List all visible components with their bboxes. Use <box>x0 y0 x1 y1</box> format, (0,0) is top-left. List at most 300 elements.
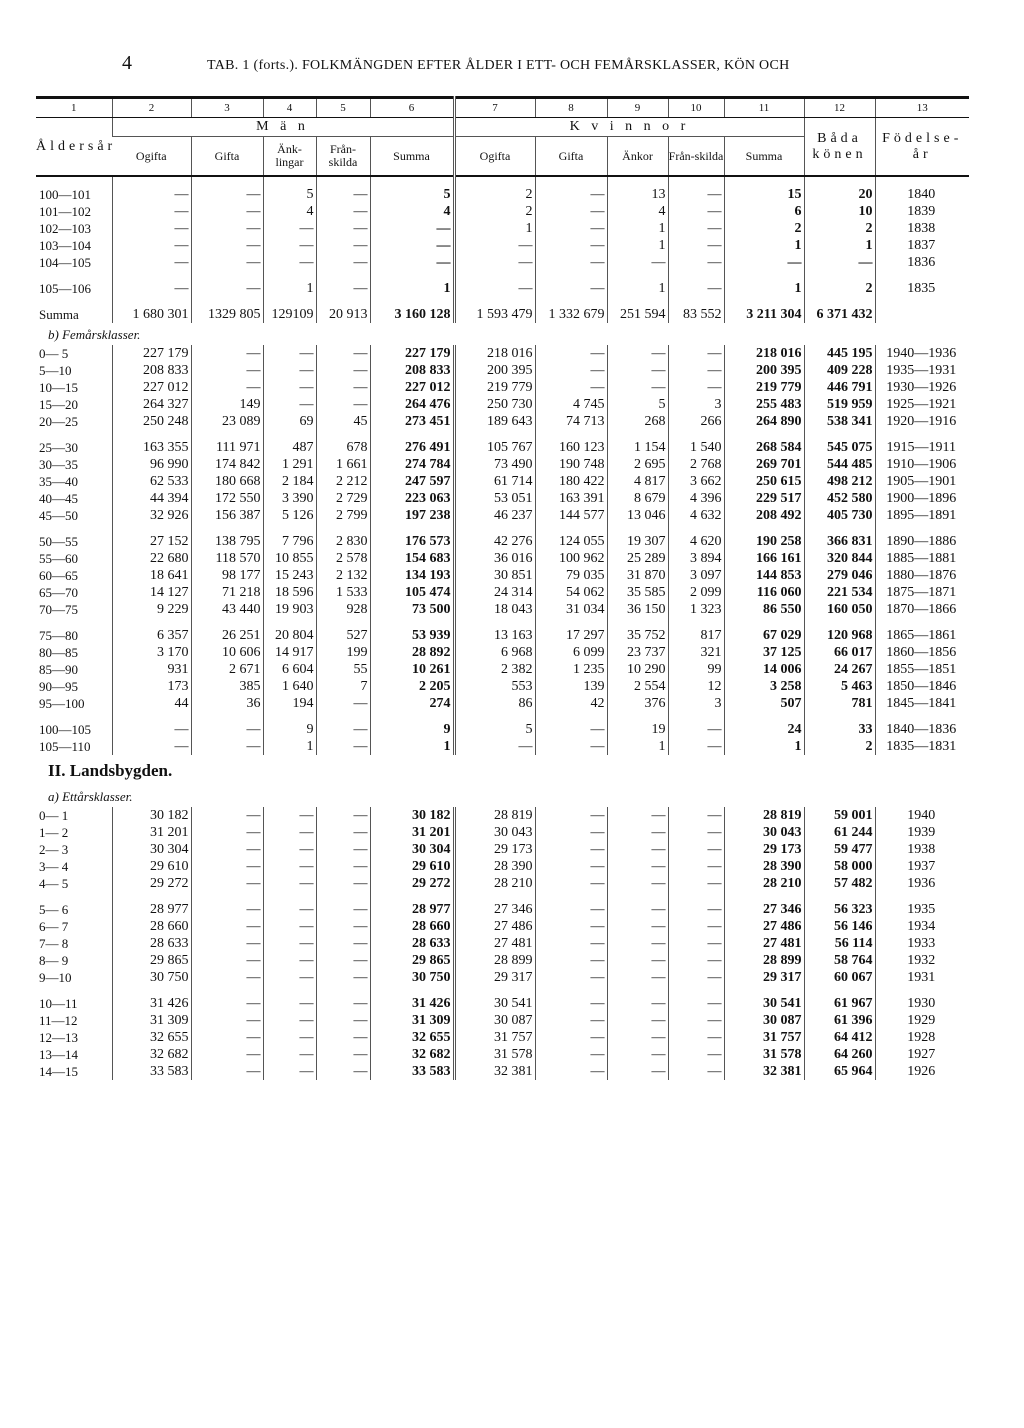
value-cell: 1 <box>607 237 668 254</box>
value-cell: 208 833 <box>112 362 191 379</box>
value-cell: 227 179 <box>370 345 454 362</box>
value-cell: 6 968 <box>454 644 535 661</box>
value-cell: — <box>316 345 370 362</box>
value-cell: 79 035 <box>535 567 607 584</box>
value-cell: — <box>724 254 804 271</box>
value-cell: 61 396 <box>804 1012 875 1029</box>
both-sexes-header: Båda könen <box>804 118 875 177</box>
value-cell: 160 050 <box>804 601 875 618</box>
value-cell: — <box>535 807 607 824</box>
birth-year-cell: 1900—1896 <box>875 490 969 507</box>
table-row <box>36 550 969 567</box>
value-cell: 7 <box>316 678 370 695</box>
value-cell: 2 <box>804 220 875 237</box>
value-cell: 1 <box>804 237 875 254</box>
value-cell: 129109 <box>263 306 316 323</box>
table-row <box>36 473 969 490</box>
value-cell: 58 764 <box>804 952 875 969</box>
table-row <box>36 396 969 413</box>
table-row <box>36 413 969 430</box>
population-table <box>36 96 969 1080</box>
table-row <box>36 695 969 712</box>
value-cell: 269 701 <box>724 456 804 473</box>
value-cell: 3 258 <box>724 678 804 695</box>
age-cell: 45—50 <box>39 508 78 523</box>
value-cell: — <box>191 1063 263 1080</box>
value-cell: 15 <box>724 186 804 203</box>
value-cell: 264 327 <box>112 396 191 413</box>
value-cell: 12 <box>668 678 724 695</box>
value-cell: 61 244 <box>804 824 875 841</box>
value-cell: 200 395 <box>454 362 535 379</box>
sum-header: Summa <box>724 137 804 177</box>
value-cell: — <box>535 186 607 203</box>
value-cell: 264 476 <box>370 396 454 413</box>
value-cell: 25 289 <box>607 550 668 567</box>
value-cell: — <box>263 875 316 892</box>
value-cell: 218 016 <box>454 345 535 362</box>
value-cell: 2 695 <box>607 456 668 473</box>
value-cell: — <box>191 237 263 254</box>
column-number: 13 <box>875 98 969 118</box>
birth-year-cell: 1940 <box>875 807 969 824</box>
value-cell: 2 768 <box>668 456 724 473</box>
value-cell: 28 210 <box>454 875 535 892</box>
value-cell: 405 730 <box>804 507 875 524</box>
value-cell: 31 034 <box>535 601 607 618</box>
value-cell: 74 713 <box>535 413 607 430</box>
value-cell: 86 <box>454 695 535 712</box>
value-cell: 6 <box>724 203 804 220</box>
value-cell: 35 585 <box>607 584 668 601</box>
value-cell: 44 394 <box>112 490 191 507</box>
value-cell: — <box>607 824 668 841</box>
section-label-landsbygden: II. Landsbygden. <box>48 760 173 780</box>
value-cell: 276 491 <box>370 439 454 456</box>
value-cell: — <box>316 858 370 875</box>
value-cell: 268 <box>607 413 668 430</box>
value-cell: — <box>112 280 191 297</box>
value-cell: — <box>263 1029 316 1046</box>
value-cell: 120 968 <box>804 627 875 644</box>
value-cell: 144 853 <box>724 567 804 584</box>
value-cell: 28 660 <box>370 918 454 935</box>
age-cell: 55—60 <box>39 551 78 566</box>
value-cell: — <box>191 875 263 892</box>
value-cell: 31 309 <box>112 1012 191 1029</box>
birth-year-cell: 1835 <box>875 280 969 297</box>
value-cell: 1 <box>724 280 804 297</box>
value-cell: — <box>607 952 668 969</box>
value-cell: 274 <box>370 695 454 712</box>
value-cell: 134 193 <box>370 567 454 584</box>
value-cell: 218 016 <box>724 345 804 362</box>
column-number: 10 <box>668 98 724 118</box>
value-cell: 1 <box>607 738 668 755</box>
age-cell: 13—14 <box>39 1047 78 1062</box>
value-cell: — <box>263 841 316 858</box>
value-cell: 250 615 <box>724 473 804 490</box>
value-cell: — <box>112 186 191 203</box>
value-cell: — <box>668 858 724 875</box>
age-cell: 4— 5 <box>39 876 69 891</box>
value-cell: 2 830 <box>316 533 370 550</box>
value-cell: 2 <box>454 203 535 220</box>
value-cell: — <box>370 254 454 271</box>
page-title: TAB. 1 (forts.). FOLKMÄNGDEN EFTER ÅLDER I ETT- OCH FEMÅRSKLASSER, KÖN OCH <box>207 58 790 73</box>
value-cell: — <box>316 721 370 738</box>
table-row <box>36 507 969 524</box>
value-cell: 199 <box>316 644 370 661</box>
column-number: 2 <box>112 98 191 118</box>
value-cell: — <box>668 1012 724 1029</box>
value-cell: 190 258 <box>724 533 804 550</box>
value-cell: 176 573 <box>370 533 454 550</box>
value-cell: — <box>535 952 607 969</box>
value-cell: 30 087 <box>724 1012 804 1029</box>
table-row <box>36 918 969 935</box>
age-cell: 9—10 <box>39 970 72 985</box>
value-cell: 1 <box>263 280 316 297</box>
value-cell: — <box>607 918 668 935</box>
birth-year-cell <box>875 306 969 323</box>
age-cell: 0— 5 <box>39 346 69 361</box>
value-cell: — <box>668 186 724 203</box>
value-cell: 27 481 <box>454 935 535 952</box>
value-cell: 69 <box>263 413 316 430</box>
value-cell: 2 729 <box>316 490 370 507</box>
value-cell: — <box>607 875 668 892</box>
value-cell: 4 817 <box>607 473 668 490</box>
table-row <box>36 901 969 918</box>
value-cell: 30 043 <box>724 824 804 841</box>
value-cell: 118 570 <box>191 550 263 567</box>
age-cell: 105—110 <box>39 739 91 754</box>
value-cell: 29 173 <box>724 841 804 858</box>
age-cell: 102—103 <box>39 221 91 236</box>
value-cell: 30 851 <box>454 567 535 584</box>
group-header-women: K v i n n o r <box>454 118 804 137</box>
value-cell: — <box>535 280 607 297</box>
value-cell: 27 346 <box>724 901 804 918</box>
value-cell: — <box>316 1012 370 1029</box>
value-cell: 255 483 <box>724 396 804 413</box>
value-cell: 409 228 <box>804 362 875 379</box>
value-cell: 1 661 <box>316 456 370 473</box>
value-cell: 33 583 <box>112 1063 191 1080</box>
value-cell: 32 381 <box>454 1063 535 1080</box>
column-number: 9 <box>607 98 668 118</box>
birth-year-cell: 1935—1931 <box>875 362 969 379</box>
value-cell: 2 578 <box>316 550 370 567</box>
birth-year-cell: 1845—1841 <box>875 695 969 712</box>
value-cell: 30 087 <box>454 1012 535 1029</box>
value-cell: 519 959 <box>804 396 875 413</box>
value-cell: — <box>263 995 316 1012</box>
value-cell: 2 382 <box>454 661 535 678</box>
value-cell: 18 043 <box>454 601 535 618</box>
age-cell: 12—13 <box>39 1030 78 1045</box>
value-cell: 64 260 <box>804 1046 875 1063</box>
table-row <box>36 456 969 473</box>
value-cell: — <box>535 203 607 220</box>
value-cell: — <box>607 1046 668 1063</box>
value-cell: — <box>607 345 668 362</box>
value-cell: — <box>535 1046 607 1063</box>
age-cell: 104—105 <box>39 255 91 270</box>
value-cell: 452 580 <box>804 490 875 507</box>
value-cell: 15 243 <box>263 567 316 584</box>
birth-year-cell: 1938 <box>875 841 969 858</box>
value-cell: — <box>263 362 316 379</box>
value-cell: 10 606 <box>191 644 263 661</box>
married-header: Gifta <box>191 137 263 177</box>
value-cell: 6 357 <box>112 627 191 644</box>
value-cell: 24 267 <box>804 661 875 678</box>
value-cell: 10 855 <box>263 550 316 567</box>
age-cell: 11—12 <box>39 1013 78 1028</box>
value-cell: — <box>316 807 370 824</box>
value-cell: — <box>316 918 370 935</box>
value-cell: — <box>668 1063 724 1080</box>
value-cell: 227 012 <box>370 379 454 396</box>
value-cell: — <box>191 721 263 738</box>
value-cell: 172 550 <box>191 490 263 507</box>
birth-year-cell: 1915—1911 <box>875 439 969 456</box>
value-cell: — <box>263 858 316 875</box>
value-cell: 28 899 <box>724 952 804 969</box>
value-cell: — <box>263 824 316 841</box>
value-cell: 5 <box>263 186 316 203</box>
value-cell: 2 554 <box>607 678 668 695</box>
birth-year-cell: 1935 <box>875 901 969 918</box>
value-cell: 2 <box>724 220 804 237</box>
column-number: 1 <box>36 98 112 118</box>
widows-header: Änkor <box>607 137 668 177</box>
value-cell: — <box>316 841 370 858</box>
value-cell: — <box>316 695 370 712</box>
value-cell: — <box>316 362 370 379</box>
value-cell: 20 <box>804 186 875 203</box>
value-cell: 29 610 <box>112 858 191 875</box>
value-cell: 2 799 <box>316 507 370 524</box>
value-cell: 4 632 <box>668 507 724 524</box>
column-number: 4 <box>263 98 316 118</box>
age-cell: 14—15 <box>39 1064 78 1079</box>
value-cell: 553 <box>454 678 535 695</box>
value-cell: 98 177 <box>191 567 263 584</box>
value-cell: 19 <box>607 721 668 738</box>
value-cell: 1 291 <box>263 456 316 473</box>
age-cell: 8— 9 <box>39 953 69 968</box>
value-cell: 3 160 128 <box>370 306 454 323</box>
value-cell: — <box>668 254 724 271</box>
value-cell: 3 211 304 <box>724 306 804 323</box>
value-cell: 26 251 <box>191 627 263 644</box>
value-cell: 56 323 <box>804 901 875 918</box>
value-cell: 2 184 <box>263 473 316 490</box>
value-cell: 507 <box>724 695 804 712</box>
value-cell: 116 060 <box>724 584 804 601</box>
value-cell: — <box>668 280 724 297</box>
value-cell: 527 <box>316 627 370 644</box>
table-row <box>36 721 969 738</box>
value-cell: — <box>191 203 263 220</box>
value-cell: — <box>668 969 724 986</box>
value-cell: 4 396 <box>668 490 724 507</box>
value-cell: 13 046 <box>607 507 668 524</box>
value-cell: 31 426 <box>112 995 191 1012</box>
column-number: 3 <box>191 98 263 118</box>
value-cell: 6 604 <box>263 661 316 678</box>
table-row <box>36 345 969 362</box>
value-cell: 139 <box>535 678 607 695</box>
value-cell: — <box>263 918 316 935</box>
age-cell: 103—104 <box>39 238 91 253</box>
value-cell: 28 977 <box>112 901 191 918</box>
value-cell: 83 552 <box>668 306 724 323</box>
value-cell: 4 <box>370 203 454 220</box>
value-cell: 817 <box>668 627 724 644</box>
value-cell: 247 597 <box>370 473 454 490</box>
value-cell: 3 170 <box>112 644 191 661</box>
value-cell: 53 051 <box>454 490 535 507</box>
value-cell: 61 714 <box>454 473 535 490</box>
table-row <box>36 1046 969 1063</box>
value-cell: 42 <box>535 695 607 712</box>
value-cell: — <box>191 220 263 237</box>
value-cell: 30 182 <box>112 807 191 824</box>
value-cell: 27 486 <box>724 918 804 935</box>
birth-year-cell: 1870—1866 <box>875 601 969 618</box>
value-cell: 53 939 <box>370 627 454 644</box>
column-number: 6 <box>370 98 454 118</box>
page-number: 4 <box>122 52 132 74</box>
birth-year-cell: 1880—1876 <box>875 567 969 584</box>
value-cell: — <box>112 203 191 220</box>
value-cell: — <box>191 1012 263 1029</box>
value-cell: — <box>607 1029 668 1046</box>
age-cell: 3— 4 <box>39 859 69 874</box>
value-cell: 208 833 <box>370 362 454 379</box>
value-cell: — <box>535 1029 607 1046</box>
value-cell: 6 099 <box>535 644 607 661</box>
table-row <box>36 203 969 220</box>
age-header: Åldersår <box>36 118 112 177</box>
value-cell: — <box>454 280 535 297</box>
value-cell: 274 784 <box>370 456 454 473</box>
value-cell: 268 584 <box>724 439 804 456</box>
value-cell: — <box>316 1046 370 1063</box>
value-cell: — <box>668 203 724 220</box>
value-cell: 144 577 <box>535 507 607 524</box>
birth-year-cell: 1890—1886 <box>875 533 969 550</box>
value-cell: 3 894 <box>668 550 724 567</box>
value-cell: — <box>263 345 316 362</box>
value-cell: 31 309 <box>370 1012 454 1029</box>
value-cell: — <box>263 1012 316 1029</box>
value-cell: 65 964 <box>804 1063 875 1080</box>
value-cell: 124 055 <box>535 533 607 550</box>
value-cell: 2 <box>804 738 875 755</box>
value-cell: 28 210 <box>724 875 804 892</box>
value-cell: — <box>263 237 316 254</box>
table-row <box>36 1063 969 1080</box>
value-cell: — <box>191 280 263 297</box>
value-cell: 200 395 <box>724 362 804 379</box>
value-cell: 17 297 <box>535 627 607 644</box>
value-cell: 29 272 <box>112 875 191 892</box>
value-cell: — <box>191 824 263 841</box>
value-cell: — <box>607 254 668 271</box>
value-cell: — <box>535 935 607 952</box>
value-cell: — <box>316 875 370 892</box>
value-cell: 1 <box>724 738 804 755</box>
section-label-femarsklasser: b) Femårsklasser. <box>48 326 141 342</box>
value-cell: 32 655 <box>112 1029 191 1046</box>
value-cell: 31 757 <box>454 1029 535 1046</box>
value-cell: — <box>535 220 607 237</box>
birth-year-cell: 1932 <box>875 952 969 969</box>
value-cell: 14 917 <box>263 644 316 661</box>
value-cell: — <box>535 738 607 755</box>
table-row <box>36 601 969 618</box>
birth-year-cell: 1933 <box>875 935 969 952</box>
value-cell: 28 660 <box>112 918 191 935</box>
value-cell: 56 146 <box>804 918 875 935</box>
value-cell: 31 578 <box>724 1046 804 1063</box>
value-cell: — <box>191 935 263 952</box>
value-cell: 10 261 <box>370 661 454 678</box>
value-cell: — <box>316 220 370 237</box>
value-cell: 32 381 <box>724 1063 804 1080</box>
value-cell: 44 <box>112 695 191 712</box>
age-cell: 70—75 <box>39 602 78 617</box>
value-cell: 1 680 301 <box>112 306 191 323</box>
value-cell: — <box>668 379 724 396</box>
value-cell: — <box>668 237 724 254</box>
table-body <box>36 176 969 1080</box>
birth-year-cell: 1930 <box>875 995 969 1012</box>
value-cell: 1 640 <box>263 678 316 695</box>
value-cell: — <box>191 807 263 824</box>
value-cell: 29 865 <box>112 952 191 969</box>
value-cell: 250 248 <box>112 413 191 430</box>
value-cell: — <box>316 1063 370 1080</box>
table-row <box>36 220 969 237</box>
value-cell: — <box>668 220 724 237</box>
value-cell: 32 682 <box>370 1046 454 1063</box>
value-cell: 4 745 <box>535 396 607 413</box>
column-number: 12 <box>804 98 875 118</box>
birth-year-cell: 1940—1936 <box>875 345 969 362</box>
value-cell: — <box>316 969 370 986</box>
value-cell: 9 <box>370 721 454 738</box>
age-cell: Summa <box>39 307 79 322</box>
value-cell: — <box>263 901 316 918</box>
value-cell: 18 641 <box>112 567 191 584</box>
value-cell: 23 089 <box>191 413 263 430</box>
value-cell: — <box>607 1063 668 1080</box>
value-cell: 2 <box>454 186 535 203</box>
value-cell: — <box>316 186 370 203</box>
value-cell: 55 <box>316 661 370 678</box>
table-row <box>36 661 969 678</box>
value-cell: 46 237 <box>454 507 535 524</box>
value-cell: 2 132 <box>316 567 370 584</box>
value-cell: 931 <box>112 661 191 678</box>
value-cell: 32 926 <box>112 507 191 524</box>
